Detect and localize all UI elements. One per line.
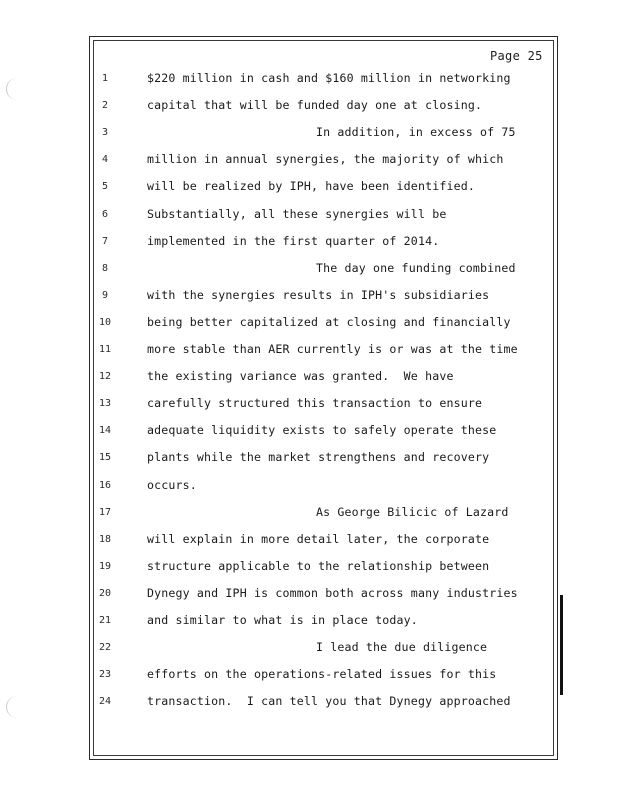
transcript-line: plants while the market strengthens and recovery bbox=[147, 450, 490, 465]
line-number: 15 bbox=[98, 452, 112, 464]
transcript-line: will be realized by IPH, have been identified. bbox=[147, 179, 475, 194]
line-number: 1 bbox=[101, 73, 109, 84]
transcript-line: carefully structured this transaction to ensure bbox=[147, 396, 483, 411]
transcript-line: implemented in the first quarter of 2014. bbox=[147, 233, 440, 248]
transcript-line: will explain in more detail later, the corporate bbox=[147, 531, 490, 546]
line-number: 14 bbox=[98, 425, 112, 437]
line-number: 24 bbox=[98, 696, 112, 708]
transcript-line: Substantially, all these synergies will be bbox=[147, 206, 447, 221]
line-number: 16 bbox=[98, 479, 112, 491]
transcript-line: efforts on the operations-related issues for this bbox=[147, 667, 497, 682]
transcript-line: $220 million in cash and $160 million in networking bbox=[147, 71, 511, 85]
line-number: 5 bbox=[101, 181, 109, 193]
margin-bar bbox=[560, 595, 563, 695]
transcript-line: I lead the due diligence bbox=[316, 640, 488, 655]
line-number: 22 bbox=[98, 642, 112, 654]
line-number: 7 bbox=[101, 235, 109, 247]
line-number: 20 bbox=[98, 587, 112, 599]
line-number: 13 bbox=[98, 398, 112, 410]
line-number: 12 bbox=[98, 371, 112, 383]
line-number: 2 bbox=[101, 100, 109, 112]
line-number: 3 bbox=[101, 127, 109, 139]
binder-hole-mark bbox=[6, 78, 19, 100]
line-number: 18 bbox=[98, 533, 112, 545]
transcript-line: The day one funding combined bbox=[316, 260, 516, 275]
transcript-line: and similar to what is in place today. bbox=[147, 613, 418, 627]
transcript-line: Dynegy and IPH is common both across many industries bbox=[147, 585, 518, 600]
transcript-line: the existing variance was granted. We have bbox=[147, 369, 454, 384]
line-number: 10 bbox=[98, 316, 112, 328]
line-number: 23 bbox=[98, 669, 112, 681]
line-number: 17 bbox=[98, 506, 112, 518]
transcript-line: capital that will be funded day one at closing. bbox=[147, 98, 483, 113]
transcript-line: occurs. bbox=[147, 477, 197, 492]
line-number: 19 bbox=[98, 560, 112, 572]
transcript-line: As George Bilicic of Lazard bbox=[316, 504, 509, 519]
line-number: 21 bbox=[98, 615, 112, 626]
binder-hole-mark bbox=[6, 696, 19, 718]
line-number: 9 bbox=[101, 289, 109, 301]
transcript-line: adequate liquidity exists to safely operate these bbox=[147, 423, 497, 438]
transcript-line: more stable than AER currently is or was at the time bbox=[147, 342, 518, 356]
line-number: 4 bbox=[101, 154, 109, 166]
page-number: Page 25 bbox=[490, 49, 543, 63]
transcript-line: million in annual synergies, the majority of which bbox=[147, 152, 504, 167]
line-number: 11 bbox=[98, 344, 112, 355]
line-number: 6 bbox=[101, 208, 109, 220]
transcript-line: In addition, in excess of 75 bbox=[316, 125, 516, 140]
transcript-line: being better capitalized at closing and financially bbox=[147, 314, 511, 329]
transcript-line: transaction. I can tell you that Dynegy approached bbox=[147, 694, 511, 709]
transcript-line: structure applicable to the relationship between bbox=[147, 558, 490, 573]
transcript-line: with the synergies results in IPH's subsidiaries bbox=[147, 287, 490, 302]
line-number: 8 bbox=[101, 262, 109, 274]
